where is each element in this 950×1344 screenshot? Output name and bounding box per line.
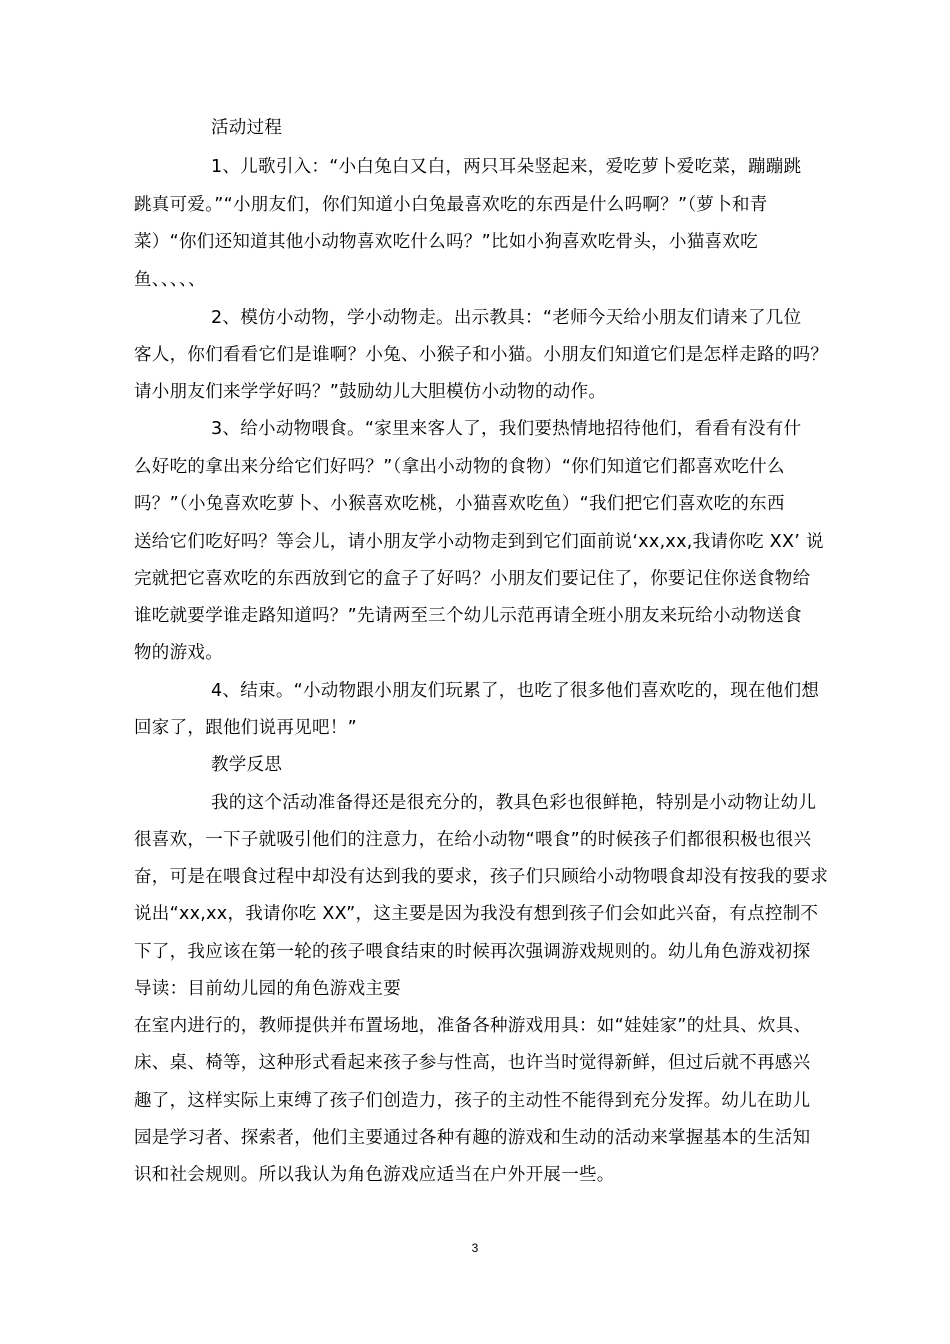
paragraph-line: 奋，可是在喂食过程中却没有达到我的要求，孩子们只顾给小动物喂食却没有按我的要求: [134, 867, 829, 887]
paragraph-line: 说出“xx,xx，我请你吃 XX”，这主要是因为我没有想到孩子们会如此兴奋，有点控制不: [134, 904, 819, 924]
paragraph-line: 1、儿歌引入：“小白兔白又白，两只耳朵竖起来，爱吃萝卜爱吃菜，蹦蹦跳: [211, 157, 802, 177]
paragraph-line: 我的这个活动准备得还是很充分的，教具色彩也很鲜艳，特别是小动物让幼儿: [211, 793, 817, 813]
paragraph-line: 物的游戏。: [134, 643, 223, 663]
paragraph-line: 回家了，跟他们说再见吧！”: [134, 718, 357, 738]
paragraph-line: 吗？”（小兔喜欢吃萝卜、小猴喜欢吃桃，小猫喜欢吃鱼）“我们把它们喜欢吃的东西: [134, 494, 785, 514]
paragraph-line: 跳真可爱。”“小朋友们，你们知道小白兔最喜欢吃的东西是什么吗啊？”（萝卜和青: [134, 195, 768, 215]
paragraph-line: 客人，你们看看它们是谁啊？小兔、小猴子和小猫。小朋友们知道它们是怎样走路的吗？: [134, 345, 829, 365]
paragraph-line: 菜）“你们还知道其他小动物喜欢吃什么吗？”比如小狗喜欢吃骨头，小猫喜欢吃: [134, 232, 758, 252]
paragraph-line: 导读：目前幼儿园的角色游戏主要: [134, 979, 401, 999]
page-number: 3: [471, 1241, 479, 1255]
section-heading-teaching-reflection: 教学反思: [211, 755, 283, 775]
paragraph-line: 园是学习者、探索者，他们主要通过各种有趣的游戏和生动的活动来掌握基本的生活知: [134, 1128, 811, 1148]
paragraph-line: 床、桌、椅等，这种形式看起来孩子参与性高，也许当时觉得新鲜，但过后就不再感兴: [134, 1053, 811, 1073]
paragraph-line: 下了，我应该在第一轮的孩子喂食结束的时候再次强调游戏规则的。幼儿角色游戏初探: [134, 942, 811, 962]
paragraph-line: 在室内进行的，教师提供并布置场地，准备各种游戏用具：如“娃娃家”的灶具、炊具、: [134, 1016, 812, 1036]
paragraph-line: 么好吃的拿出来分给它们好吗？”（拿出小动物的食物）“你们知道它们都喜欢吃什么: [134, 457, 785, 477]
paragraph-line: 趣了，这样实际上束缚了孩子们创造力，孩子的主动性不能得到充分发挥。幼儿在助儿: [134, 1091, 811, 1111]
paragraph-line: 完就把它喜欢吃的东西放到它的盒子了好吗？小朋友们要记住了，你要记住你送食物给: [134, 569, 811, 589]
paragraph-line: 识和社会规则。所以我认为角色游戏应适当在户外开展一些。: [134, 1165, 615, 1185]
paragraph-line: 鱼、、、、、: [134, 270, 206, 290]
paragraph-line: 3、给小动物喂食。“家里来客人了，我们要热情地招待他们，看看有没有什: [211, 419, 802, 439]
paragraph-line: 谁吃就要学谁走路知道吗？”先请两至三个幼儿示范再请全班小朋友来玩给小动物送食: [134, 606, 802, 626]
paragraph-line: 很喜欢，一下子就吸引他们的注意力，在给小动物“喂食”的时候孩子们都很积极也很兴: [134, 830, 812, 850]
paragraph-line: 送给它们吃好吗？等会儿，请小朋友学小动物走到到它们面前说‘xx,xx,我请你吃 XX’ 说: [134, 532, 824, 552]
section-heading-activity-process: 活动过程: [211, 118, 283, 138]
paragraph-line: 请小朋友们来学学好吗？”鼓励幼儿大胆模仿小动物的动作。: [134, 382, 607, 402]
paragraph-line: 4、结束。“小动物跟小朋友们玩累了，也吃了很多他们喜欢吃的，现在他们想: [211, 681, 820, 701]
paragraph-line: 2、模仿小动物，学小动物走。出示教具：“老师今天给小朋友们请来了几位: [211, 308, 802, 328]
